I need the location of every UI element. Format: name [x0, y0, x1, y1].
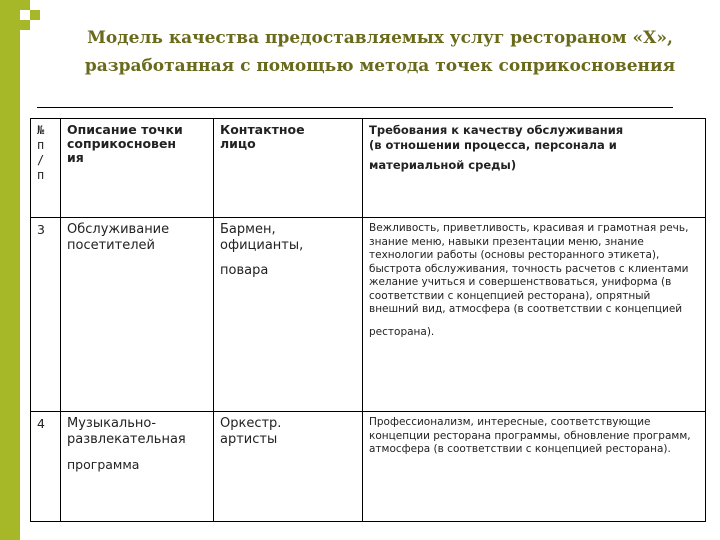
header-requirements-line-2: (в отношении процесса, персонала и: [369, 138, 617, 152]
row-num: 4: [37, 416, 45, 431]
row-contact-extra: повара: [220, 263, 269, 278]
title-line-2: разработанная с помощью метода точек соприкосновения: [84, 56, 676, 76]
row-contact: Оркестр. артисты: [220, 416, 282, 447]
left-accent-bar: [0, 0, 20, 540]
row-num: 3: [37, 222, 45, 237]
row-contact: Бармен, официанты,: [220, 222, 304, 253]
table-header-row: [31, 119, 706, 218]
header-description: [61, 119, 214, 218]
quality-model-table: [30, 118, 706, 522]
row-num-cell: [31, 218, 61, 412]
row-requirements: Профессионализм, интересные, соответствующие концепции ресторана программы, обновление программ, атмосфера (в соответствии с концепцией ресторана).: [369, 416, 691, 455]
row-requirements-end: ресторана).: [369, 325, 435, 338]
row-requirements: Вежливость, приветливость, красивая и грамотная речь, знание меню, навыки презентации меню, знание технологии работы (основы ресторанного этикета), быстрота обслуживания, точность расчетов с клиентами желание учиться и совершенствоваться, униформа (в соответствии с концепцией ресторана), опрятный внешний вид, атмосфера (в соответствии с концепцией: [369, 222, 689, 315]
row-description: Музыкально- развлекательная: [67, 416, 186, 447]
slide-title: [40, 24, 720, 80]
row-description-cell: [61, 412, 214, 522]
header-contact-text: Контактное лицо: [220, 122, 305, 151]
table-row: [31, 218, 706, 412]
header-description-text: Описание точки соприкосновен ия: [67, 122, 183, 165]
row-contact-cell: [214, 412, 363, 522]
decor-square: [20, 20, 30, 30]
row-description-extra: программа: [67, 457, 140, 472]
decor-square: [30, 10, 40, 20]
title-divider: [37, 107, 673, 108]
header-num: [31, 119, 61, 218]
row-description: Обслуживание посетителей: [67, 222, 170, 253]
row-contact-cell: [214, 218, 363, 412]
header-requirements-line-3: материальной среды): [369, 158, 517, 172]
decor-square: [20, 0, 30, 10]
row-requirements-cell: [363, 412, 706, 522]
row-num-cell: [31, 412, 61, 522]
row-requirements-cell: [363, 218, 706, 412]
header-contact: [214, 119, 363, 218]
header-requirements: [363, 119, 706, 218]
row-description-cell: [61, 218, 214, 412]
title-line-1: Модель качества предоставляемых услуг рестораном «X»,: [87, 28, 673, 48]
header-requirements-line-1: Требования к качеству обслуживания: [369, 123, 624, 137]
header-num-text: № п / п: [37, 123, 45, 182]
table-row: [31, 412, 706, 522]
